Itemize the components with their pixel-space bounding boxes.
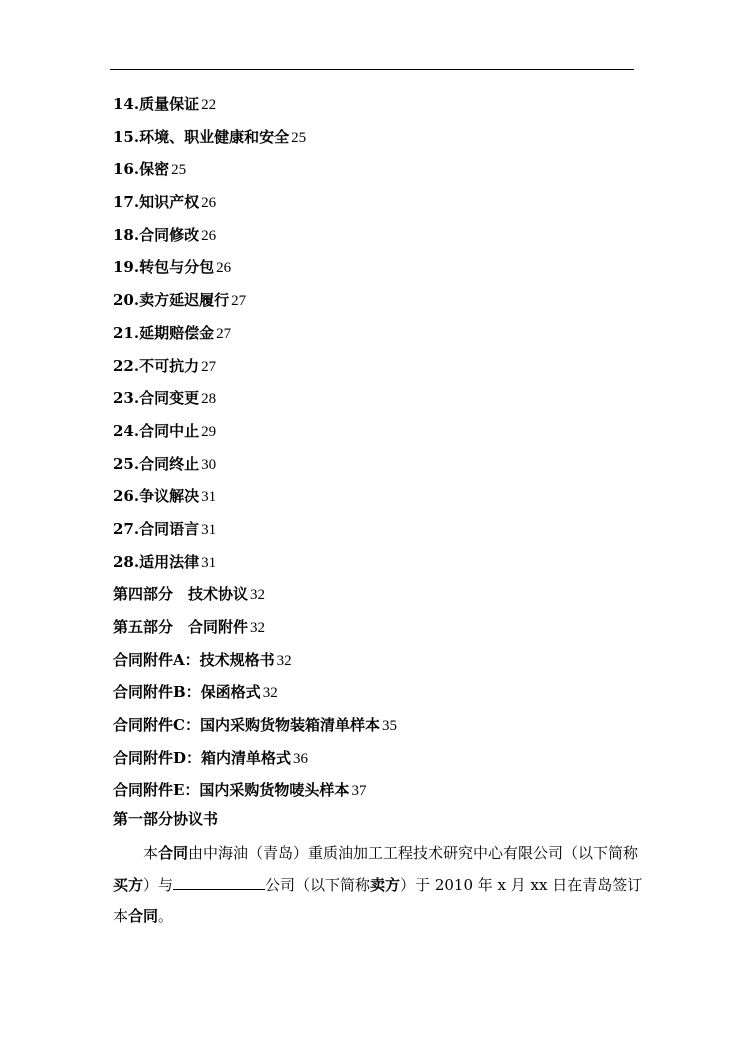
toc-entry-page: 35	[381, 718, 397, 735]
paragraph-indent	[113, 844, 143, 862]
toc-entry-page: 27	[231, 293, 247, 310]
toc-entry[interactable]	[113, 153, 653, 186]
toc-entry[interactable]	[113, 676, 653, 709]
paragraph-text: 由中海油（青岛）重质油加工工程技术研究中心有限公司（以下简称	[188, 844, 639, 862]
paragraph-bold-text: 合同	[128, 907, 159, 925]
agreement-paragraph	[113, 838, 643, 933]
toc-entry-page: 36	[293, 750, 309, 767]
toc-entry[interactable]	[113, 709, 653, 742]
toc-entry-title: 20.卖方延迟履行	[113, 291, 230, 310]
toc-entry[interactable]	[113, 350, 653, 383]
toc-entry-title: 24.合同中止	[113, 421, 200, 440]
toc-entry-page: 27	[201, 358, 217, 375]
toc-entry[interactable]	[113, 382, 653, 415]
toc-entry-page: 37	[351, 783, 367, 800]
toc-entry-title: 21.延期赔偿金	[113, 323, 215, 342]
header-rule	[110, 69, 634, 70]
toc-entry-title: 18.合同修改	[113, 225, 200, 244]
paragraph-bold-text: 卖方	[370, 875, 401, 894]
toc-entry-title: 25.合同终止	[113, 454, 200, 473]
toc-entry-title: 合同附件E：国内采购货物唛头样本	[113, 781, 350, 800]
toc-entry[interactable]	[113, 88, 653, 121]
paragraph-text: 公司（以下简称	[265, 875, 371, 894]
paragraph-bold-text: 买方	[113, 875, 144, 894]
toc-entry-title: 合同附件C：国内采购货物装箱清单样本	[113, 716, 380, 735]
toc-entry[interactable]	[113, 513, 653, 546]
toc-entry-title: 14.质量保证	[113, 95, 200, 113]
toc-entry-page: 26	[216, 260, 232, 277]
toc-entry-page: 29	[201, 423, 217, 440]
toc-entry-page: 26	[201, 195, 217, 212]
toc-entry-title: 26.争议解决	[113, 487, 200, 506]
toc-entry[interactable]	[113, 186, 653, 219]
toc-entry-title: 第四部分 技术协议	[113, 585, 249, 604]
toc-entry-title: 16.保密	[113, 160, 170, 179]
toc-entry-page: 28	[201, 391, 217, 408]
toc-entry[interactable]	[113, 578, 653, 611]
toc-entry[interactable]	[113, 317, 653, 350]
toc-entry[interactable]	[113, 644, 653, 677]
toc-entry-page: 27	[216, 325, 232, 342]
table-of-contents	[113, 88, 653, 807]
toc-entry[interactable]	[113, 611, 653, 644]
toc-entry[interactable]	[113, 448, 653, 481]
toc-entry-title: 17.知识产权	[113, 193, 200, 212]
toc-entry-title: 合同附件D：箱内清单格式	[113, 748, 292, 767]
toc-entry[interactable]	[113, 415, 653, 448]
section-heading: 第一部分协议书	[113, 810, 219, 828]
toc-entry-title: 第五部分 合同附件	[113, 618, 249, 636]
toc-entry-page: 31	[201, 554, 217, 571]
toc-entry-title: 28.适用法律	[113, 552, 200, 571]
toc-entry-title: 27.合同语言	[113, 519, 200, 538]
toc-entry[interactable]	[113, 546, 653, 579]
toc-entry[interactable]	[113, 284, 653, 317]
toc-entry-page: 31	[201, 489, 217, 506]
toc-entry-title: 合同附件B：保函格式	[113, 683, 261, 702]
paragraph-text: 。	[158, 907, 174, 925]
paragraph-bold-text: 合同	[158, 844, 189, 862]
toc-entry[interactable]	[113, 219, 653, 252]
toc-entry-page: 32	[250, 620, 266, 636]
toc-entry-page: 25	[291, 129, 307, 146]
toc-entry-title: 合同附件A：技术规格书	[113, 650, 275, 669]
toc-entry-page: 22	[201, 97, 217, 113]
paragraph-text: 本	[143, 844, 159, 862]
toc-entry-page: 26	[201, 227, 217, 244]
toc-entry[interactable]	[113, 251, 653, 284]
toc-entry-page: 31	[201, 521, 217, 538]
toc-entry-title: 19.转包与分包	[113, 258, 215, 277]
seller-name-blank	[173, 875, 265, 890]
toc-entry-title: 23.合同变更	[113, 389, 200, 408]
toc-entry-page: 32	[250, 587, 266, 604]
paragraph-text: ）与	[143, 875, 174, 894]
paragraph-text: ）于 2010 年 x 月 xx 日在青岛签订本	[113, 875, 643, 925]
toc-entry-page: 25	[171, 162, 187, 179]
toc-entry-page: 32	[276, 652, 292, 669]
toc-entry[interactable]	[113, 121, 653, 154]
toc-entry-title: 15.环境、职业健康和安全	[113, 127, 290, 146]
toc-entry[interactable]	[113, 480, 653, 513]
toc-entry-title: 22.不可抗力	[113, 356, 200, 375]
toc-entry-page: 32	[262, 685, 278, 702]
toc-entry-page: 30	[201, 456, 217, 473]
toc-entry[interactable]	[113, 742, 653, 775]
